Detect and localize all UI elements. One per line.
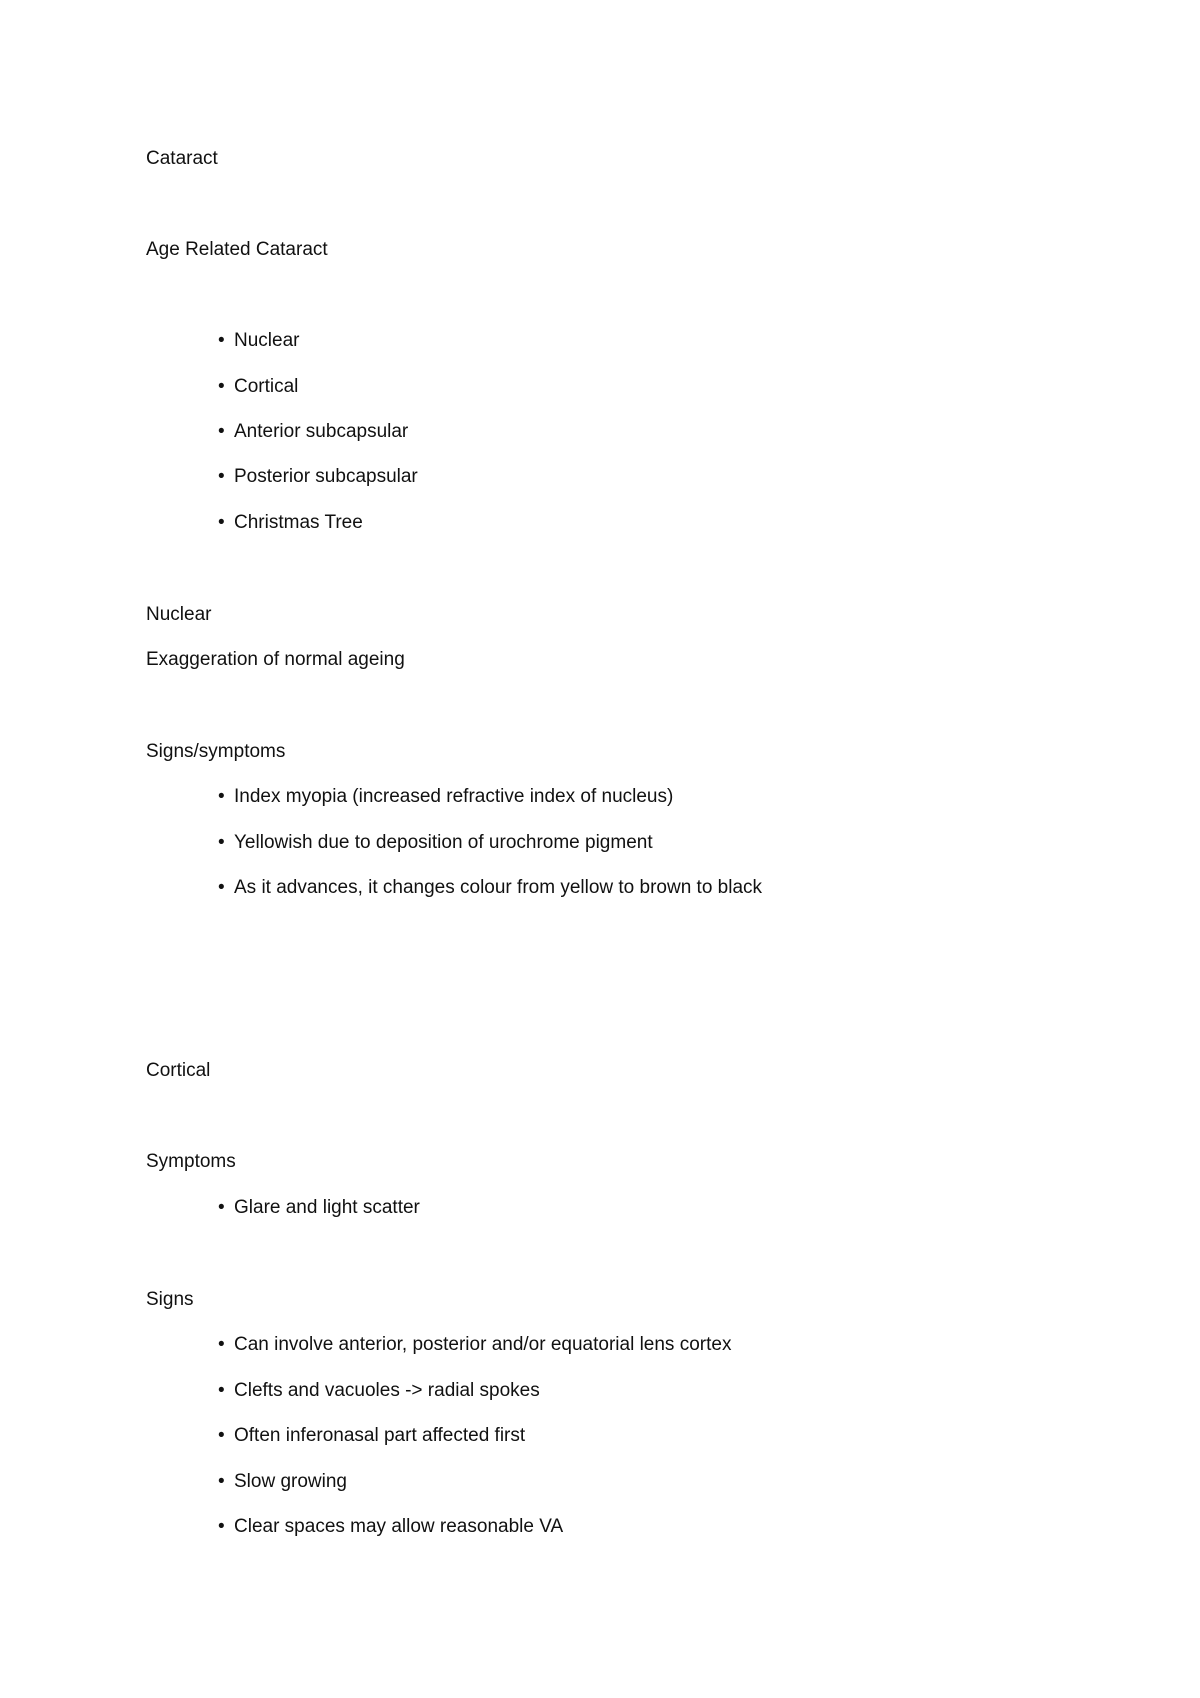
list-item: • Index myopia (increased refractive index of nucleus): [218, 786, 674, 807]
list-item: • Clear spaces may allow reasonable VA: [218, 1516, 564, 1537]
list-item: • Clefts and vacuoles -> radial spokes: [218, 1380, 540, 1401]
bullet-icon: •: [218, 1516, 225, 1537]
list-item: • Glare and light scatter: [218, 1197, 420, 1218]
list-item: • Often inferonasal part affected first: [218, 1425, 526, 1446]
bullet-icon: •: [218, 877, 225, 898]
section-heading-cortical: Cortical: [146, 1060, 211, 1081]
document-title: Cataract: [146, 148, 218, 169]
list-item: • Cortical: [218, 376, 299, 397]
list-item: • Nuclear: [218, 330, 300, 351]
cortical-signs-heading: Signs: [146, 1289, 194, 1310]
nuclear-signs-heading: Signs/symptoms: [146, 741, 286, 762]
bullet-icon: •: [218, 832, 225, 853]
bullet-icon: •: [218, 421, 225, 442]
list-item: • Anterior subcapsular: [218, 421, 409, 442]
list-item: • Posterior subcapsular: [218, 466, 418, 487]
bullet-icon: •: [218, 1425, 225, 1446]
bullet-icon: •: [218, 466, 225, 487]
bullet-icon: •: [218, 376, 225, 397]
section-heading-age-related: Age Related Cataract: [146, 239, 328, 260]
bullet-icon: •: [218, 330, 225, 351]
bullet-icon: •: [218, 1380, 225, 1401]
list-item: • Slow growing: [218, 1471, 347, 1492]
bullet-icon: •: [218, 512, 225, 533]
cortical-symptoms-heading: Symptoms: [146, 1151, 236, 1172]
list-item: • As it advances, it changes colour from yellow to brown to black: [218, 877, 763, 898]
list-item: • Yellowish due to deposition of urochrome pigment: [218, 832, 653, 853]
bullet-icon: •: [218, 1471, 225, 1492]
list-item: • Christmas Tree: [218, 512, 363, 533]
list-item: • Can involve anterior, posterior and/or equatorial lens cortex: [218, 1334, 732, 1355]
bullet-icon: •: [218, 1334, 225, 1355]
section-heading-nuclear: Nuclear: [146, 604, 212, 625]
nuclear-description: Exaggeration of normal ageing: [146, 649, 405, 670]
bullet-icon: •: [218, 786, 225, 807]
bullet-icon: •: [218, 1197, 225, 1218]
